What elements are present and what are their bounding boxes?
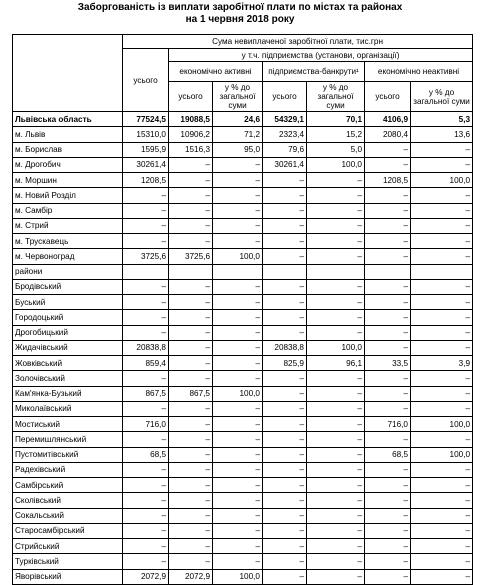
header-active-total: усього <box>169 82 213 112</box>
cell-total: – <box>123 188 169 203</box>
cell-bankrupt-pct: – <box>307 310 365 325</box>
row-name: м. Борислав <box>13 142 123 157</box>
cell-bankrupt-pct: – <box>307 188 365 203</box>
cell-active-pct: – <box>213 371 263 386</box>
table-row <box>13 234 473 249</box>
header-active-pct: у % до загальної суми <box>213 82 263 112</box>
cell-active-total: – <box>169 295 213 310</box>
row-name: Яворівський <box>13 569 123 584</box>
cell-bankrupt-total: 30261,4 <box>263 157 307 172</box>
cell-bankrupt-total: – <box>263 218 307 233</box>
cell-inactive-total: 1208,5 <box>365 173 411 188</box>
cell-bankrupt-total: – <box>263 310 307 325</box>
cell-bankrupt-pct: – <box>307 417 365 432</box>
cell-active-pct: 100,0 <box>213 249 263 264</box>
cell-inactive-total: 2080,4 <box>365 127 411 142</box>
row-name: Сокальський <box>13 508 123 523</box>
cell-total: – <box>123 462 169 477</box>
table-row <box>13 478 473 493</box>
cell-active-total: – <box>169 371 213 386</box>
cell-inactive-pct: – <box>411 203 473 218</box>
cell-active-pct: 71,2 <box>213 127 263 142</box>
header-incl: у т.ч. підприємства (установи, організації) <box>169 49 473 62</box>
cell-active-pct: 100,0 <box>213 569 263 584</box>
cell-bankrupt-total: – <box>263 279 307 294</box>
cell-active-total: – <box>169 462 213 477</box>
cell-active-pct: – <box>213 493 263 508</box>
cell-total: 1595,9 <box>123 142 169 157</box>
cell-inactive-total: – <box>365 310 411 325</box>
header-inactive-total: усього <box>365 82 411 112</box>
cell-total: – <box>123 432 169 447</box>
cell-bankrupt-total: 79,6 <box>263 142 307 157</box>
cell-total: 3725,6 <box>123 249 169 264</box>
cell-active-total: – <box>169 447 213 462</box>
cell-total: – <box>123 310 169 325</box>
row-name: Бродівський <box>13 279 123 294</box>
table-row <box>13 447 473 462</box>
cell-inactive-pct: – <box>411 279 473 294</box>
table-row <box>13 554 473 569</box>
cell-active-total: – <box>169 234 213 249</box>
header-bankrupt-pct: у % до загальної суми <box>307 82 365 112</box>
cell-bankrupt-pct <box>307 264 365 279</box>
cell-active-pct: – <box>213 539 263 554</box>
table-row <box>13 386 473 401</box>
row-name: Пустомитівський <box>13 447 123 462</box>
cell-inactive-total: – <box>365 523 411 538</box>
cell-active-total: – <box>169 539 213 554</box>
table-row <box>13 523 473 538</box>
cell-active-pct: – <box>213 356 263 371</box>
row-name: Перемишлянський <box>13 432 123 447</box>
cell-bankrupt-pct: 15,2 <box>307 127 365 142</box>
cell-bankrupt-total: 2323,4 <box>263 127 307 142</box>
cell-total: 716,0 <box>123 417 169 432</box>
cell-active-total: – <box>169 493 213 508</box>
row-name: Кам'янка-Бузький <box>13 386 123 401</box>
cell-active-pct: – <box>213 234 263 249</box>
cell-inactive-pct <box>411 264 473 279</box>
cell-bankrupt-total: 54329,1 <box>263 112 307 127</box>
cell-active-pct <box>213 264 263 279</box>
cell-total: 15310,0 <box>123 127 169 142</box>
cell-bankrupt-pct: – <box>307 523 365 538</box>
row-name: Жовківський <box>13 356 123 371</box>
cell-bankrupt-pct: – <box>307 432 365 447</box>
cell-inactive-total: – <box>365 554 411 569</box>
cell-inactive-total: – <box>365 218 411 233</box>
table-row <box>13 203 473 218</box>
cell-inactive-pct: – <box>411 310 473 325</box>
cell-active-total: 3725,6 <box>169 249 213 264</box>
cell-active-total: – <box>169 157 213 172</box>
cell-bankrupt-total: – <box>263 234 307 249</box>
cell-total: 2072,9 <box>123 569 169 584</box>
cell-bankrupt-total: – <box>263 417 307 432</box>
cell-bankrupt-pct: – <box>307 386 365 401</box>
header-blank <box>13 35 123 112</box>
cell-bankrupt-pct: – <box>307 478 365 493</box>
cell-inactive-pct: – <box>411 569 473 584</box>
cell-inactive-total: – <box>365 401 411 416</box>
cell-inactive-pct: 13,6 <box>411 127 473 142</box>
cell-total: – <box>123 539 169 554</box>
cell-active-pct: – <box>213 325 263 340</box>
cell-active-total: – <box>169 310 213 325</box>
row-name: Золочівський <box>13 371 123 386</box>
cell-active-pct: – <box>213 462 263 477</box>
cell-active-pct: 95,0 <box>213 142 263 157</box>
cell-bankrupt-pct: 100,0 <box>307 157 365 172</box>
cell-bankrupt-total: – <box>263 554 307 569</box>
header-bankrupt: підприємства-банкрути¹ <box>263 62 365 82</box>
cell-total: 20838,8 <box>123 340 169 355</box>
cell-bankrupt-total: – <box>263 325 307 340</box>
wage-arrears-table <box>12 34 473 585</box>
cell-bankrupt-total: – <box>263 462 307 477</box>
cell-bankrupt-total: – <box>263 173 307 188</box>
cell-inactive-total: – <box>365 142 411 157</box>
cell-total: 1208,5 <box>123 173 169 188</box>
cell-bankrupt-pct: – <box>307 447 365 462</box>
row-name: Жидачівський <box>13 340 123 355</box>
cell-inactive-total: – <box>365 386 411 401</box>
row-name: Миколаївський <box>13 401 123 416</box>
header-inactive: економічно неактивні <box>365 62 473 82</box>
table-row <box>13 371 473 386</box>
cell-inactive-pct: – <box>411 295 473 310</box>
table-row <box>13 127 473 142</box>
cell-active-pct: – <box>213 157 263 172</box>
cell-bankrupt-total: – <box>263 539 307 554</box>
cell-active-pct: – <box>213 478 263 493</box>
cell-bankrupt-pct: – <box>307 493 365 508</box>
cell-bankrupt-pct: 5,0 <box>307 142 365 157</box>
table-row <box>13 188 473 203</box>
cell-total: – <box>123 401 169 416</box>
cell-active-total: – <box>169 417 213 432</box>
table-row <box>13 142 473 157</box>
table-row <box>13 462 473 477</box>
cell-total: – <box>123 325 169 340</box>
table-row <box>13 508 473 523</box>
cell-active-total: 867,5 <box>169 386 213 401</box>
cell-bankrupt-total: – <box>263 478 307 493</box>
cell-total: – <box>123 218 169 233</box>
cell-active-total: – <box>169 325 213 340</box>
title-line-2: на 1 червня 2018 року <box>185 14 295 25</box>
cell-total: 867,5 <box>123 386 169 401</box>
header-sum: Сума невиплаченої заробітної плати, тис.грн <box>123 35 473 49</box>
cell-bankrupt-total: – <box>263 188 307 203</box>
cell-inactive-total: – <box>365 539 411 554</box>
table-row <box>13 295 473 310</box>
cell-bankrupt-total: – <box>263 386 307 401</box>
cell-active-pct: – <box>213 401 263 416</box>
cell-inactive-total: – <box>365 340 411 355</box>
cell-inactive-pct: – <box>411 142 473 157</box>
row-name: м. Львів <box>13 127 123 142</box>
cell-bankrupt-total: – <box>263 493 307 508</box>
cell-bankrupt-total: – <box>263 203 307 218</box>
cell-bankrupt-total: – <box>263 371 307 386</box>
cell-inactive-pct: – <box>411 432 473 447</box>
header-total: усього <box>123 49 169 112</box>
cell-active-pct: – <box>213 432 263 447</box>
cell-bankrupt-total: – <box>263 295 307 310</box>
cell-total: 68,5 <box>123 447 169 462</box>
cell-inactive-total: – <box>365 249 411 264</box>
cell-bankrupt-total: – <box>263 523 307 538</box>
cell-inactive-pct: – <box>411 386 473 401</box>
header-inactive-pct: у % до загальної суми <box>411 82 473 112</box>
row-name: Самбірський <box>13 478 123 493</box>
cell-inactive-total: – <box>365 203 411 218</box>
cell-inactive-total: – <box>365 279 411 294</box>
cell-inactive-total: 33,5 <box>365 356 411 371</box>
cell-bankrupt-pct: – <box>307 203 365 218</box>
cell-bankrupt-pct: 100,0 <box>307 340 365 355</box>
cell-inactive-pct: – <box>411 218 473 233</box>
cell-active-pct: – <box>213 279 263 294</box>
cell-active-total: 10906,2 <box>169 127 213 142</box>
cell-inactive-pct: – <box>411 325 473 340</box>
cell-bankrupt-total: – <box>263 432 307 447</box>
table-row <box>13 356 473 371</box>
cell-inactive-pct: 3,9 <box>411 356 473 371</box>
cell-active-pct: – <box>213 340 263 355</box>
cell-inactive-pct: 100,0 <box>411 173 473 188</box>
cell-inactive-total: – <box>365 157 411 172</box>
row-name: м. Новий Розділ <box>13 188 123 203</box>
cell-total: 77524,5 <box>123 112 169 127</box>
cell-total: – <box>123 478 169 493</box>
cell-active-total: 19088,5 <box>169 112 213 127</box>
row-name: м. Стрий <box>13 218 123 233</box>
page-title <box>0 2 480 26</box>
row-name: Старосамбірський <box>13 523 123 538</box>
row-name: Турківський <box>13 554 123 569</box>
row-name: м. Дрогобич <box>13 157 123 172</box>
cell-inactive-total: – <box>365 569 411 584</box>
cell-total: – <box>123 203 169 218</box>
cell-active-total: – <box>169 523 213 538</box>
cell-active-total: – <box>169 432 213 447</box>
cell-active-pct: – <box>213 417 263 432</box>
cell-total: – <box>123 295 169 310</box>
cell-bankrupt-total: – <box>263 249 307 264</box>
cell-inactive-total: – <box>365 508 411 523</box>
cell-inactive-total: 68,5 <box>365 447 411 462</box>
cell-active-pct: – <box>213 447 263 462</box>
cell-active-total: – <box>169 478 213 493</box>
cell-inactive-pct: – <box>411 523 473 538</box>
row-name: м. Трускавець <box>13 234 123 249</box>
cell-active-total: – <box>169 218 213 233</box>
cell-inactive-total: – <box>365 462 411 477</box>
cell-inactive-pct: – <box>411 234 473 249</box>
cell-inactive-pct: 100,0 <box>411 447 473 462</box>
cell-active-total: – <box>169 188 213 203</box>
cell-active-total: 2072,9 <box>169 569 213 584</box>
cell-bankrupt-pct: – <box>307 569 365 584</box>
cell-inactive-total: 4106,9 <box>365 112 411 127</box>
cell-bankrupt-pct: – <box>307 539 365 554</box>
cell-active-pct: – <box>213 218 263 233</box>
row-name: Мостиський <box>13 417 123 432</box>
cell-inactive-total: – <box>365 478 411 493</box>
cell-inactive-pct: – <box>411 188 473 203</box>
cell-bankrupt-total: – <box>263 401 307 416</box>
cell-inactive-pct: – <box>411 478 473 493</box>
row-name: Буський <box>13 295 123 310</box>
table-row <box>13 112 473 127</box>
cell-active-pct: 100,0 <box>213 386 263 401</box>
row-name: Львівська область <box>13 112 123 127</box>
cell-active-total: – <box>169 203 213 218</box>
cell-total: – <box>123 279 169 294</box>
table-row <box>13 340 473 355</box>
cell-bankrupt-total: – <box>263 447 307 462</box>
cell-bankrupt-pct: – <box>307 508 365 523</box>
cell-bankrupt-pct: – <box>307 279 365 294</box>
cell-active-pct: – <box>213 295 263 310</box>
cell-active-total <box>169 264 213 279</box>
cell-inactive-pct: – <box>411 401 473 416</box>
cell-total <box>123 264 169 279</box>
cell-inactive-pct: – <box>411 493 473 508</box>
cell-active-total: – <box>169 401 213 416</box>
table-row <box>13 218 473 233</box>
cell-active-pct: 24,6 <box>213 112 263 127</box>
cell-active-total: – <box>169 356 213 371</box>
header-bankrupt-total: усього <box>263 82 307 112</box>
cell-inactive-pct: – <box>411 371 473 386</box>
row-name: райони <box>13 264 123 279</box>
table-row <box>13 264 473 279</box>
cell-bankrupt-pct: – <box>307 234 365 249</box>
cell-bankrupt-pct: – <box>307 401 365 416</box>
cell-total: 859,4 <box>123 356 169 371</box>
header-active: економічно активні <box>169 62 263 82</box>
cell-inactive-pct: – <box>411 508 473 523</box>
table-body <box>13 112 473 585</box>
cell-inactive-pct: 100,0 <box>411 417 473 432</box>
cell-active-total: – <box>169 173 213 188</box>
table-row <box>13 539 473 554</box>
table-row <box>13 325 473 340</box>
cell-inactive-total: – <box>365 371 411 386</box>
cell-active-total: – <box>169 340 213 355</box>
cell-total: 30261,4 <box>123 157 169 172</box>
cell-active-total: – <box>169 279 213 294</box>
cell-inactive-pct: – <box>411 539 473 554</box>
cell-bankrupt-pct: – <box>307 249 365 264</box>
cell-inactive-pct: – <box>411 554 473 569</box>
cell-active-pct: – <box>213 554 263 569</box>
cell-inactive-total: – <box>365 295 411 310</box>
cell-inactive-total: 716,0 <box>365 417 411 432</box>
cell-total: – <box>123 371 169 386</box>
cell-bankrupt-pct: 96,1 <box>307 356 365 371</box>
cell-active-pct: – <box>213 523 263 538</box>
cell-active-total: – <box>169 508 213 523</box>
cell-active-pct: – <box>213 508 263 523</box>
cell-inactive-total: – <box>365 493 411 508</box>
table-header <box>13 35 473 112</box>
cell-total: – <box>123 234 169 249</box>
table-row <box>13 401 473 416</box>
cell-active-pct: – <box>213 310 263 325</box>
cell-active-total: – <box>169 554 213 569</box>
cell-bankrupt-pct: – <box>307 218 365 233</box>
cell-total: – <box>123 508 169 523</box>
cell-total: – <box>123 523 169 538</box>
cell-inactive-total: – <box>365 188 411 203</box>
cell-active-pct: – <box>213 188 263 203</box>
table-row <box>13 249 473 264</box>
cell-inactive-total: – <box>365 432 411 447</box>
cell-bankrupt-pct: – <box>307 325 365 340</box>
title-line-1: Заборгованість із виплати заробітної плати по містах та районах <box>77 2 403 13</box>
cell-bankrupt-total: – <box>263 569 307 584</box>
cell-active-pct: – <box>213 173 263 188</box>
cell-inactive-pct: – <box>411 157 473 172</box>
cell-bankrupt-pct: 70,1 <box>307 112 365 127</box>
cell-bankrupt-pct: – <box>307 462 365 477</box>
cell-inactive-total <box>365 264 411 279</box>
row-name: м. Моршин <box>13 173 123 188</box>
cell-bankrupt-pct: – <box>307 554 365 569</box>
cell-inactive-total: – <box>365 234 411 249</box>
row-name: Дрогобицький <box>13 325 123 340</box>
row-name: Стрийський <box>13 539 123 554</box>
table-row <box>13 157 473 172</box>
cell-total: – <box>123 493 169 508</box>
row-name: м. Червоноград <box>13 249 123 264</box>
table-row <box>13 493 473 508</box>
cell-bankrupt-pct: – <box>307 173 365 188</box>
cell-bankrupt-total: – <box>263 508 307 523</box>
cell-active-pct: – <box>213 203 263 218</box>
cell-bankrupt-pct: – <box>307 295 365 310</box>
cell-bankrupt-total: 825,9 <box>263 356 307 371</box>
cell-inactive-pct: 5,3 <box>411 112 473 127</box>
table-row <box>13 417 473 432</box>
table-row <box>13 432 473 447</box>
table-row <box>13 173 473 188</box>
table-row <box>13 569 473 584</box>
table-row <box>13 279 473 294</box>
cell-active-total: 1516,3 <box>169 142 213 157</box>
row-name: Городоцький <box>13 310 123 325</box>
cell-bankrupt-pct: – <box>307 371 365 386</box>
cell-bankrupt-total: 20838,8 <box>263 340 307 355</box>
table-row <box>13 310 473 325</box>
cell-bankrupt-total <box>263 264 307 279</box>
cell-inactive-pct: – <box>411 249 473 264</box>
row-name: Сколівський <box>13 493 123 508</box>
cell-inactive-total: – <box>365 325 411 340</box>
cell-inactive-pct: – <box>411 462 473 477</box>
cell-inactive-pct: – <box>411 340 473 355</box>
row-name: Радехівський <box>13 462 123 477</box>
row-name: м. Самбір <box>13 203 123 218</box>
cell-total: – <box>123 554 169 569</box>
